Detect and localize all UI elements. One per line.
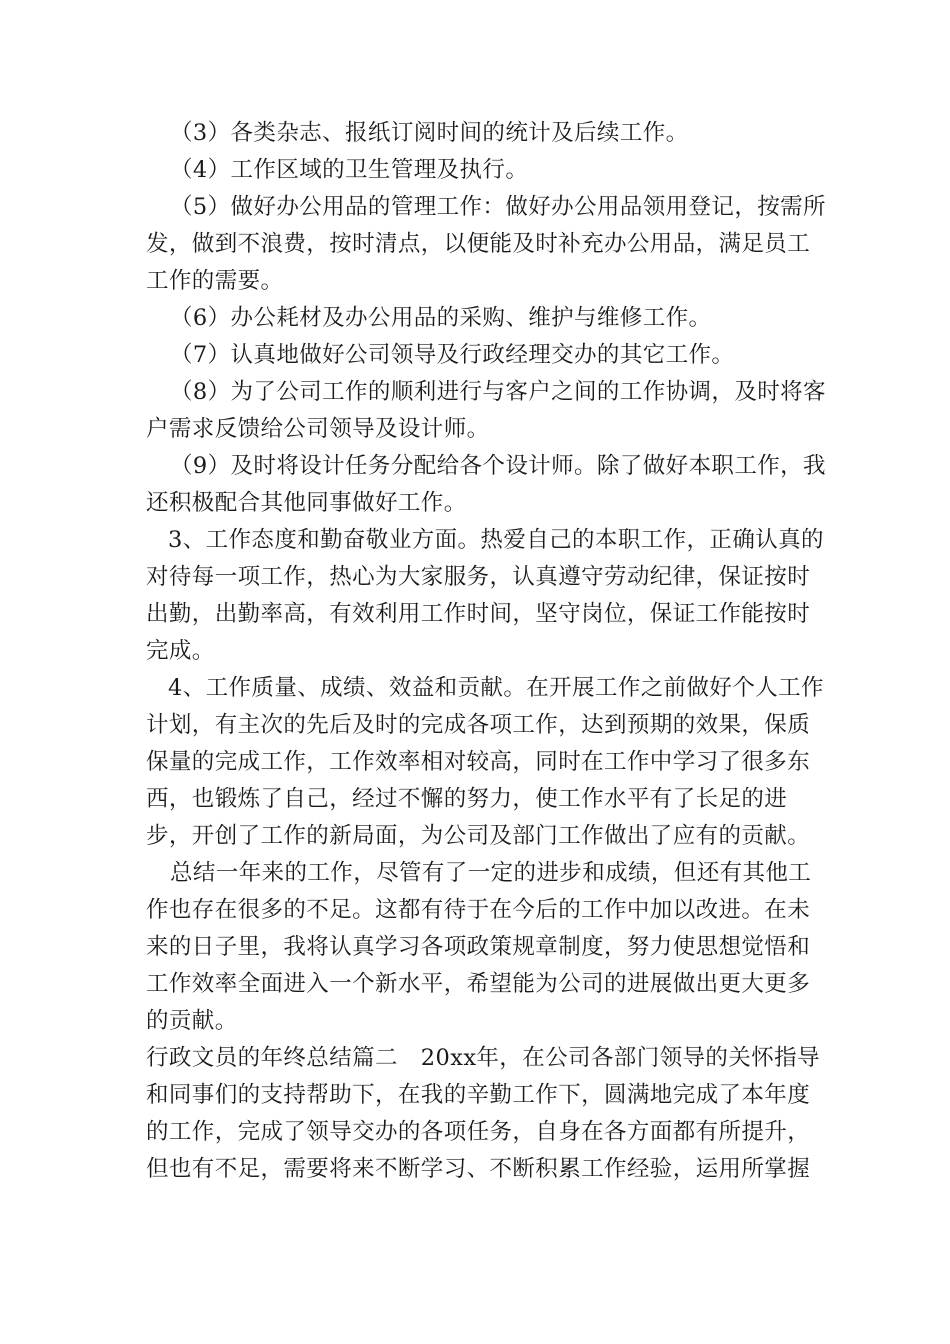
paragraph-item-8: （8）为了公司工作的顺利进行与客户之间的工作协调，及时将客户需求反馈给公司领导及设计师。 [146,379,826,442]
paragraph-item-4: （4）工作区域的卫生管理及执行。 [170,157,529,183]
paragraph-second-article: 行政文员的年终总结篇二 20xx年，在公司各部门领导的关怀指导和同事们的支持帮助下，在我的辛勤工作下，圆满地完成了本年度的工作，完成了领导交办的各项任务，自身在各方面都有所提升，但也有不足，需要将来不断学习、不断积累工作经验，运用所掌握 [146,1045,820,1182]
paragraph-work-attitude: 3、工作态度和勤奋敬业方面。热爱自己的本职工作，正确认真的对待每一项工作，热心为大家服务，认真遵守劳动纪律，保证按时出勤，出勤率高，有效利用工作时间，坚守岗位，保证工作能按时完成。 [146,527,824,664]
document-body [146,115,826,1188]
paragraph-item-9: （9）及时将设计任务分配给各个设计师。除了做好本职工作，我还积极配合其他同事做好工作。 [146,453,826,516]
paragraph-item-6: （6）办公耗材及办公用品的采购、维护与维修工作。 [170,305,712,331]
paragraph-work-quality: 4、工作质量、成绩、效益和贡献。在开展工作之前做好个人工作计划，有主次的先后及时的完成各项工作，达到预期的效果，保质保量的完成工作，工作效率相对较高，同时在工作中学习了很多东西，也锻炼了自己，经过不懈的努力，使工作水平有了长足的进步，开创了工作的新局面，为公司及部门工作做出了应有的贡献。 [146,675,824,849]
paragraph-item-3: （3）各类杂志、报纸订阅时间的统计及后续工作。 [170,120,689,146]
paragraph-summary: 总结一年来的工作，尽管有了一定的进步和成绩，但还有其他工作也存在很多的不足。这都有待于在今后的工作中加以改进。在未来的日子里，我将认真学习各项政策规章制度，努力使思想觉悟和工作效率全面进入一个新水平，希望能为公司的进展做出更大更多的贡献。 [146,860,812,1034]
paragraph-item-5: （5）做好办公用品的管理工作：做好办公用品领用登记，按需所发，做到不浪费，按时清点，以便能及时补充办公用品，满足员工工作的需要。 [146,194,826,294]
paragraph-item-7: （7）认真地做好公司领导及行政经理交办的其它工作。 [170,342,735,368]
